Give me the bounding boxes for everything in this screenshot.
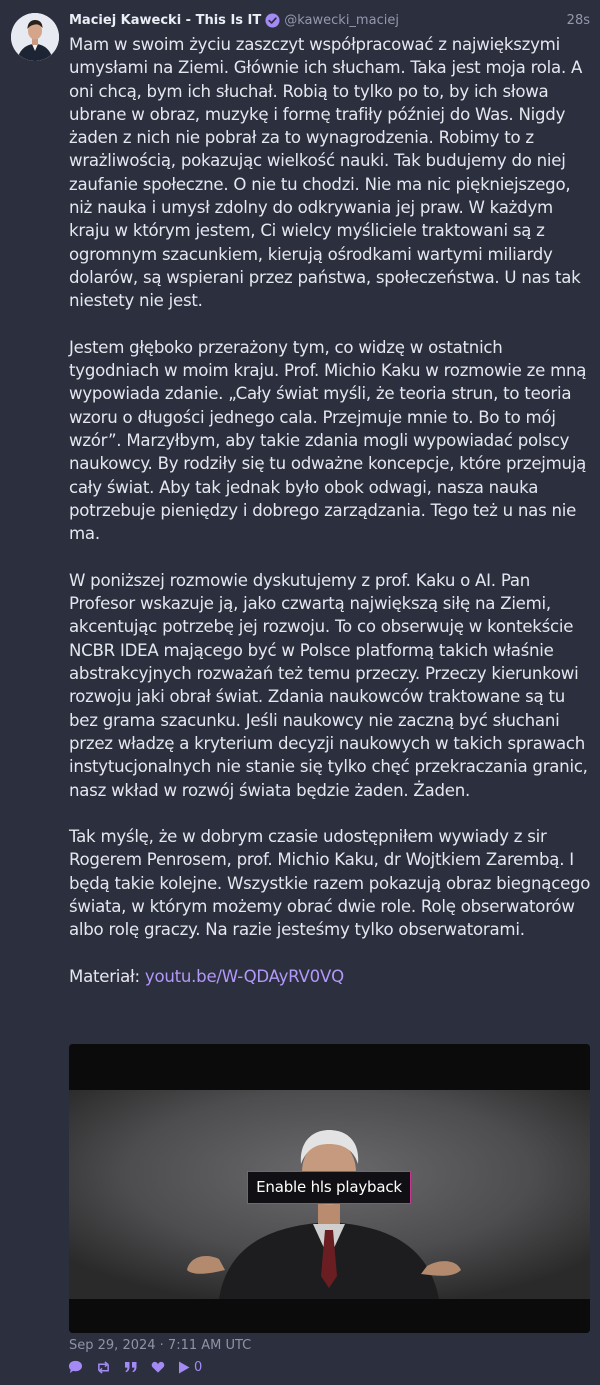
- play-count[interactable]: [178, 1360, 202, 1375]
- post-paragraph: Jestem głęboko przerażony tym, co widzę w ostatnich tygodniach w moim kraju. Prof. Michio Kaku w rozmowie ze mną wypowiada zdanie. „Cały świat myśli, że teoria strun, to teoria wzoru o długości jednego cala. Przejmuje mnie to. Bo to mój wzór”. Marzyłbym, aby takie zdania mogli wypowiadać polscy naukowcy. By rodziły się tu odważne koncepcje, które przejmują cały świat. Aby tak jednak było obok odwagi, nasza nauka potrzebuje pieniędzy i dobrego zarządzania. Tego też u nas nie ma.: [69, 337, 587, 544]
- post-timestamp[interactable]: Sep 29, 2024 · 7:11 AM UTC: [69, 1338, 252, 1353]
- play-count-value: 0: [194, 1359, 203, 1375]
- post-paragraph: W poniższej rozmowie dyskutujemy z prof. Kaku o AI. Pan Profesor wskazuje ją, jako czwartą największą siłę na Ziemi, akcentując potrzebę jej rozwoju. To co obserwuję w kontekście NCBR IDEA mającego być w Polsce platformą takich właśnie abstrakcyjnych rozważań też temu przeczy. Przeczy kierunkowi rozwoju jaki obrał świat. Zdania naukowców traktowane są tu bez grama szacunku. Jeśli naukowcy nie zaczną być słuchani przez władzę a kryterium decyzji naukowych w takich sprawach instytucjonalnych nie stanie się tylko chęć przekraczania granic, nasz wkład w rozwój świata będzie żaden. Żaden.: [69, 570, 588, 800]
- avatar[interactable]: [11, 13, 59, 61]
- play-icon: [178, 1361, 190, 1374]
- post-paragraph: Mam w swoim życiu zaszczyt współpracować z największymi umysłami na Ziemi. Głównie ich słucham. Taka jest moja rola. A oni chcą, bym ich słuchał. Robią to tylko po to, by ich słowa ubrane w obraz, muzykę i formę trafiły później do Was. Nigdy żaden z nich nie pobrał za to wynagrodzenia. Robimy to z wrażliwością, pokazując wielkość nauki. Tak budujemy do niej zaufanie społeczne. O nie tu chodzi. Nie ma nic piękniejszego, niż nauka i umysł zdolny do odkrywania jej praw. W każdym kraju w którym jestem, Ci wielcy myśliciele traktowani są z ogromnym szacunkiem, kierują ośrodkami wartymi miliardy dolarów, są wspierani przez państwa, społeczeństwa. U nas tak niestety nie jest.: [69, 35, 583, 311]
- relative-time[interactable]: 28s: [566, 12, 590, 28]
- heart-icon: [151, 1361, 165, 1373]
- author-name[interactable]: Maciej Kawecki - This Is IT: [69, 12, 262, 28]
- repost-button[interactable]: [96, 1361, 111, 1374]
- video-player[interactable]: [69, 1044, 590, 1333]
- speech-bubble-icon: [68, 1360, 83, 1374]
- material-line: [69, 965, 594, 988]
- reply-button[interactable]: [68, 1360, 83, 1374]
- post-header: [69, 10, 590, 30]
- post-paragraph: Tak myślę, że w dobrym czasie udostępniłem wywiady z sir Rogerem Penrosem, prof. Michio Kaku, dr Wojtkiem Zarembą. I będą takie kolejne. Wszystkie razem pokazują obraz biegnącego świata, w którym możemy obrać dwie role. Rolę obserwatorów albo rolę graczy. Na razie jesteśmy tylko obserwatorami.: [69, 827, 591, 940]
- quote-button[interactable]: [124, 1361, 138, 1373]
- material-link[interactable]: youtu.be/W-QDAyRV0VQ: [144, 966, 344, 986]
- like-button[interactable]: [151, 1361, 165, 1373]
- repost-arrows-icon: [96, 1361, 111, 1374]
- post-body: [69, 33, 594, 1011]
- author-handle[interactable]: @kawecki_maciej: [284, 12, 399, 28]
- post-actions: [68, 1358, 215, 1376]
- enable-hls-playback-button[interactable]: Enable hls playback: [247, 1171, 411, 1204]
- verified-badge-icon: [265, 13, 280, 28]
- material-label: Materiał:: [69, 966, 140, 986]
- quote-marks-icon: [124, 1361, 138, 1373]
